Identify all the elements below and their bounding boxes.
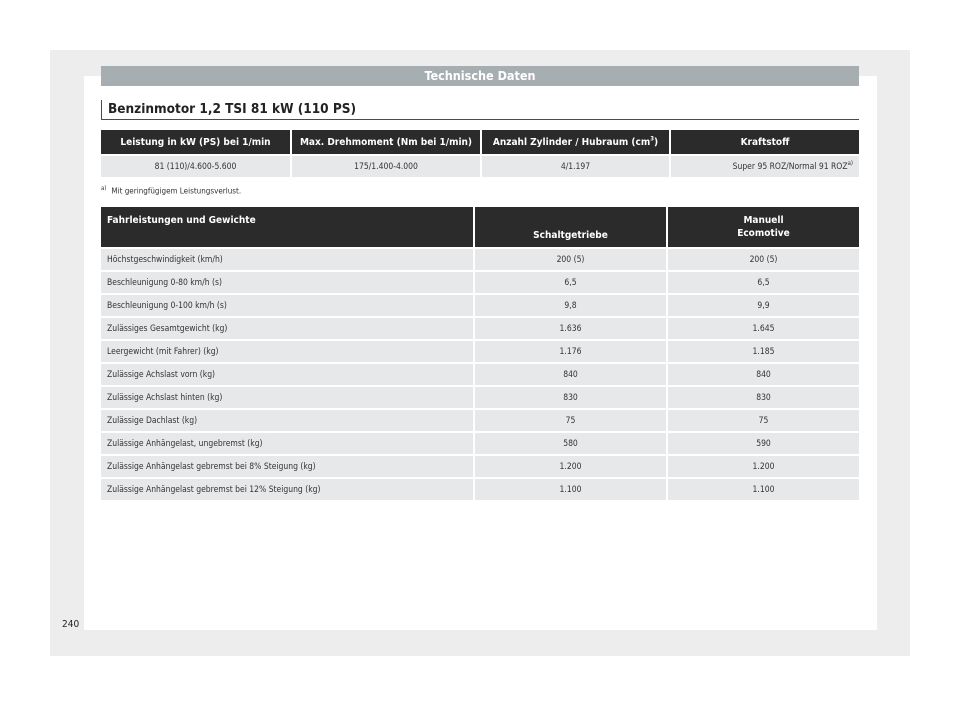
row-label: Zulässige Achslast vorn (kg): [101, 362, 473, 385]
row-label: Zulässige Anhängelast gebremst bei 8% Steigung (kg): [101, 454, 473, 477]
cell-power: 81 (110)/4.600-5.600: [101, 154, 290, 177]
table-row: [101, 316, 859, 339]
performance-table: [101, 207, 859, 500]
row-value-ecomotive: 1.185: [666, 339, 859, 362]
table-row: [101, 408, 859, 431]
table-row: [101, 431, 859, 454]
cell-fuel-footnote-ref: a): [847, 159, 853, 167]
row-value-transmission: 1.200: [473, 454, 666, 477]
footnote-mark: a): [101, 185, 107, 192]
header-cylinders: [480, 130, 669, 154]
row-value-ecomotive: 1.645: [666, 316, 859, 339]
row-value-ecomotive: 840: [666, 362, 859, 385]
header-fuel: [669, 130, 859, 154]
header-fuel-label: Kraftstoff: [740, 136, 790, 148]
chapter-header: Technische Daten: [101, 66, 859, 86]
row-value-ecomotive: 75: [666, 408, 859, 431]
header-performance: Fahrleistungen und Gewichte: [101, 207, 473, 247]
header-variant-line1: Manuell: [743, 215, 784, 226]
row-value-ecomotive: 9,9: [666, 293, 859, 316]
header-transmission: Schaltgetriebe: [473, 207, 666, 247]
header-torque-label: Max. Drehmoment (Nm bei 1/min): [299, 136, 473, 148]
cell-cylinders: 4/1.197: [480, 154, 669, 177]
row-value-transmission: 830: [473, 385, 666, 408]
row-value-transmission: 1.636: [473, 316, 666, 339]
engine-table: [101, 130, 859, 177]
engine-table-row: [101, 154, 859, 177]
row-label: Zulässige Dachlast (kg): [101, 408, 473, 431]
row-value-ecomotive: 6,5: [666, 270, 859, 293]
row-label: Beschleunigung 0-80 km/h (s): [101, 270, 473, 293]
row-value-ecomotive: 830: [666, 385, 859, 408]
header-cylinders-label: Anzahl Zylinder / Hubraum (cm: [492, 136, 651, 148]
row-label: Zulässige Achslast hinten (kg): [101, 385, 473, 408]
cell-fuel-text: Super 95 ROZ/Normal 91 ROZ: [732, 161, 848, 172]
table-row: [101, 270, 859, 293]
table-row: [101, 362, 859, 385]
header-variant-line2: Ecomotive: [737, 228, 790, 239]
header-power: [101, 130, 290, 154]
performance-table-body: [101, 247, 859, 500]
header-cylinders-sup: 3: [650, 135, 655, 143]
row-value-transmission: 6,5: [473, 270, 666, 293]
row-label: Höchstgeschwindigkeit (km/h): [101, 247, 473, 270]
row-label: Beschleunigung 0-100 km/h (s): [101, 293, 473, 316]
table-row: [101, 293, 859, 316]
row-value-transmission: 1.100: [473, 477, 666, 500]
row-value-ecomotive: 200 (5): [666, 247, 859, 270]
footnote-text: Mit geringfügigem Leistungsverlust.: [111, 186, 242, 196]
row-value-transmission: 580: [473, 431, 666, 454]
performance-table-header-row: [101, 207, 859, 247]
table-row: [101, 454, 859, 477]
table-row: [101, 477, 859, 500]
header-cylinders-suffix: ): [654, 136, 659, 148]
cell-fuel: [669, 154, 859, 177]
section-title-rule: [101, 119, 859, 120]
row-value-transmission: 75: [473, 408, 666, 431]
header-variant: [666, 207, 859, 247]
engine-table-header-row: [101, 130, 859, 154]
header-power-label: Leistung in kW (PS) bei 1/min: [120, 136, 271, 148]
row-label: Zulässige Anhängelast gebremst bei 12% Steigung (kg): [101, 477, 473, 500]
row-value-ecomotive: 1.200: [666, 454, 859, 477]
section-title: Benzinmotor 1,2 TSI 81 kW (110 PS): [101, 100, 356, 120]
row-value-ecomotive: 590: [666, 431, 859, 454]
row-value-transmission: 840: [473, 362, 666, 385]
row-label: Leergewicht (mit Fahrer) (kg): [101, 339, 473, 362]
row-label: Zulässiges Gesamtgewicht (kg): [101, 316, 473, 339]
page-number: 240: [62, 619, 80, 630]
row-label: Zulässige Anhängelast, ungebremst (kg): [101, 431, 473, 454]
row-value-transmission: 9,8: [473, 293, 666, 316]
table-row: [101, 247, 859, 270]
row-value-transmission: 200 (5): [473, 247, 666, 270]
cell-torque: 175/1.400-4.000: [290, 154, 480, 177]
footnote: [101, 185, 241, 196]
table-row: [101, 385, 859, 408]
header-torque: [290, 130, 480, 154]
table-row: [101, 339, 859, 362]
row-value-ecomotive: 1.100: [666, 477, 859, 500]
row-value-transmission: 1.176: [473, 339, 666, 362]
